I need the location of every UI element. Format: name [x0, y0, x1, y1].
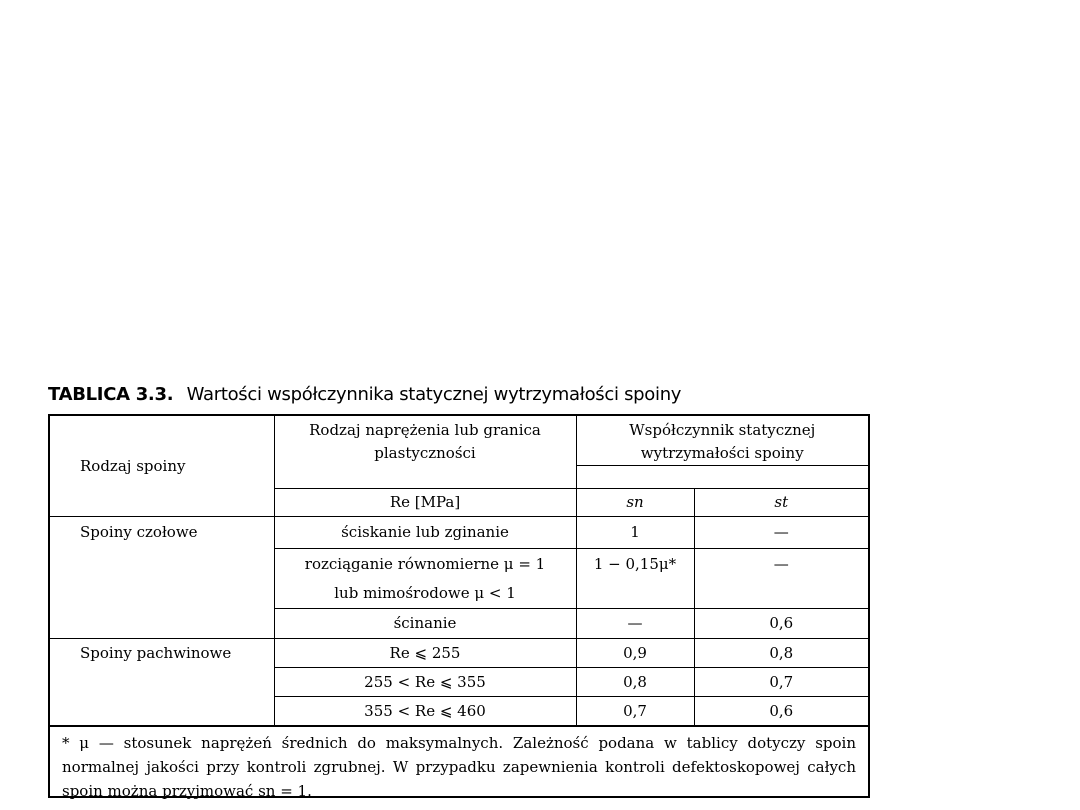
stress-cell: ścinanie: [274, 609, 576, 639]
stress-cell: ściskanie lub zginanie: [274, 517, 576, 549]
header-sn: sn: [576, 489, 694, 517]
sn-cell: 0,8: [576, 668, 694, 697]
stress-cell: rozciąganie równomierne μ = 1 lub mimośrodowe μ < 1: [274, 549, 576, 609]
stress-cell: 355 < Re ⩽ 460: [274, 697, 576, 726]
sn-cell: 1 − 0,15μ*: [576, 549, 694, 609]
st-cell: 0,8: [694, 639, 868, 668]
st-cell: 0,7: [694, 668, 868, 697]
stress-cell: Re ⩽ 255: [274, 639, 576, 668]
table-frame: [48, 414, 870, 798]
weld-type-fillet: Spoiny pachwinowe: [50, 639, 274, 726]
footnote-text: * μ — stosunek naprężeń średnich do maksymalnych. Zależność podana w tablicy dotyczy spoin normalnej jakości przy kontroli zgrubnej. W przypadku zapewnienia kontroli defektoskopowej całych spoin można przyjmować sn = 1.: [62, 734, 856, 800]
data-table: [50, 416, 868, 726]
st-cell: 0,6: [694, 609, 868, 639]
sn-cell: —: [576, 609, 694, 639]
header-weld-type: Rodzaj spoiny: [50, 416, 274, 517]
header-stress-type: Rodzaj naprężenia lub granica plastyczności: [274, 416, 576, 489]
sn-cell: 1: [576, 517, 694, 549]
weld-type-butt: Spoiny czołowe: [50, 517, 274, 639]
table-footnote: [50, 726, 868, 803]
table-caption: [48, 384, 681, 405]
st-cell: —: [694, 517, 868, 549]
st-cell: —: [694, 549, 868, 609]
sn-cell: 0,7: [576, 697, 694, 726]
header-coefficient-group: Współczynnik statycznej wytrzymałości spoiny: [576, 416, 868, 466]
stress-cell: 255 < Re ⩽ 355: [274, 668, 576, 697]
sn-cell: 0,9: [576, 639, 694, 668]
caption-label: TABLICA 3.3.: [48, 384, 174, 405]
header-st: st: [694, 489, 868, 517]
st-cell: 0,6: [694, 697, 868, 726]
caption-title: Wartości współczynnika statycznej wytrzymałości spoiny: [186, 384, 682, 405]
header-re-mpa: Re [MPa]: [274, 489, 576, 517]
